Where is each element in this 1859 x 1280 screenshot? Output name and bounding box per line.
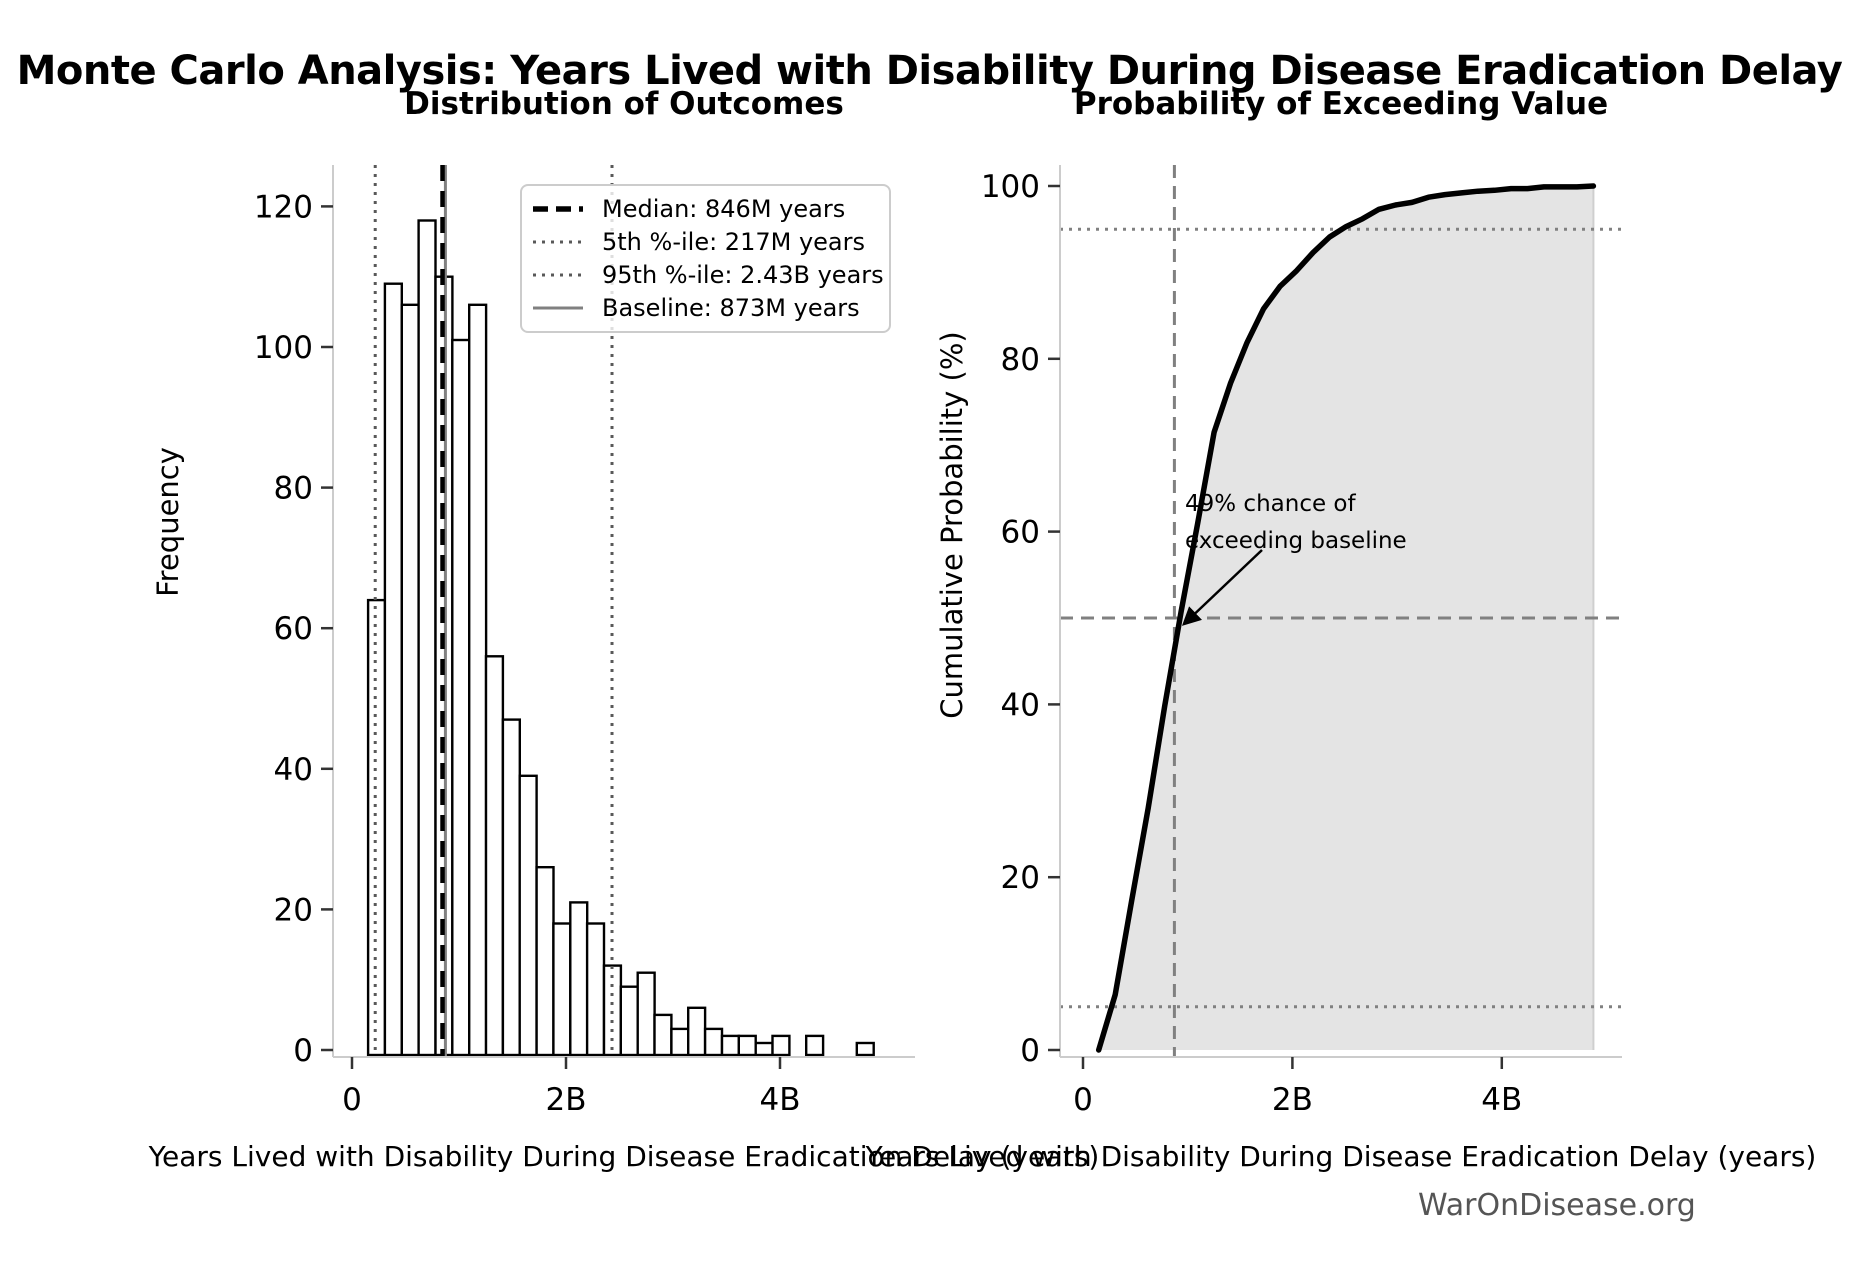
histogram-bar xyxy=(671,1029,688,1055)
histogram-bar xyxy=(553,924,570,1056)
legend-label-median: Median: 846M years xyxy=(602,194,846,223)
legend-item-p95 xyxy=(532,259,884,291)
y-tick-label: 40 xyxy=(273,751,313,788)
histogram-bar xyxy=(773,1036,790,1055)
x-tick-label: 0 xyxy=(1073,1082,1093,1118)
x-tick-label: 0 xyxy=(342,1082,362,1118)
x-tick-label: 2B xyxy=(545,1082,587,1118)
histogram-bar xyxy=(570,902,587,1055)
cdf-y-axis-label: Cumulative Probability (%) xyxy=(935,331,969,719)
y-tick-label: 0 xyxy=(1020,1033,1040,1069)
histogram-title: Distribution of Outcomes xyxy=(404,86,844,122)
histogram-bar xyxy=(722,1036,739,1055)
y-tick-label: 20 xyxy=(273,892,313,929)
y-tick-label: 40 xyxy=(1000,687,1040,724)
histogram-bar xyxy=(705,1029,722,1055)
legend xyxy=(520,184,891,333)
y-tick-label: 80 xyxy=(273,470,313,507)
histogram-bar xyxy=(655,1015,672,1055)
y-tick-label: 60 xyxy=(1000,514,1040,551)
x-tick-label: 4B xyxy=(759,1082,801,1118)
y-tick-label: 120 xyxy=(253,189,313,226)
histogram-bar xyxy=(688,1008,705,1055)
histogram-bar xyxy=(469,305,486,1055)
y-tick-label: 20 xyxy=(1000,860,1040,897)
histogram-bar xyxy=(756,1043,773,1055)
histogram-bar xyxy=(857,1043,874,1055)
x-tick-label: 2B xyxy=(1271,1082,1313,1118)
histogram-bar xyxy=(385,284,402,1055)
histogram-x-axis-label: Years Lived with Disability During Disease Eradication Delay (years) xyxy=(148,1140,1100,1173)
histogram-bar xyxy=(419,221,436,1056)
x-tick-label: 4B xyxy=(1481,1082,1523,1118)
cdf-x-axis-label: Years Lived with Disability During Disease Eradication Delay (years) xyxy=(865,1140,1817,1173)
legend-label-baseline: Baseline: 873M years xyxy=(602,294,860,323)
figure-title: Monte Carlo Analysis: Years Lived with Disability During Disease Eradication Delay xyxy=(16,48,1843,94)
y-tick-label: 0 xyxy=(293,1033,313,1069)
histogram-bar xyxy=(621,987,638,1055)
legend-label-p5: 5th %-ile: 217M years xyxy=(602,227,865,256)
baseline-line-sample xyxy=(532,304,584,312)
p95-line-sample xyxy=(532,271,584,279)
histogram-y-axis-label: Frequency xyxy=(151,447,185,597)
y-tick-label: 100 xyxy=(253,330,313,366)
median-line-sample xyxy=(532,205,584,213)
histogram-bar xyxy=(503,720,520,1055)
histogram-bar xyxy=(739,1036,756,1055)
y-tick-label: 80 xyxy=(1000,341,1040,378)
annotation-line-2: exceeding baseline xyxy=(1185,528,1407,554)
histogram-bar xyxy=(537,867,554,1055)
y-tick-label: 100 xyxy=(980,169,1040,205)
histogram-bar xyxy=(520,776,537,1055)
legend-item-baseline xyxy=(532,292,879,324)
histogram-bar xyxy=(806,1036,823,1055)
histogram-bar xyxy=(402,305,419,1055)
legend-item-p5 xyxy=(532,226,879,258)
legend-item-median xyxy=(532,193,879,225)
histogram-bar xyxy=(604,966,621,1055)
cdf-title: Probability of Exceeding Value xyxy=(1073,86,1609,122)
watermark: WarOnDisease.org xyxy=(1418,1188,1696,1223)
histogram-bar xyxy=(452,340,469,1055)
y-tick-label: 60 xyxy=(273,611,313,648)
histogram-bar xyxy=(486,656,503,1055)
cdf-annotation xyxy=(1185,486,1407,560)
cdf-plot xyxy=(981,165,1622,1118)
p5-line-sample xyxy=(532,238,584,246)
histogram-bar xyxy=(638,973,655,1055)
histogram-bar xyxy=(587,924,604,1056)
annotation-line-1: 49% chance of xyxy=(1185,491,1356,517)
legend-label-p95: 95th %-ile: 2.43B years xyxy=(602,261,884,290)
